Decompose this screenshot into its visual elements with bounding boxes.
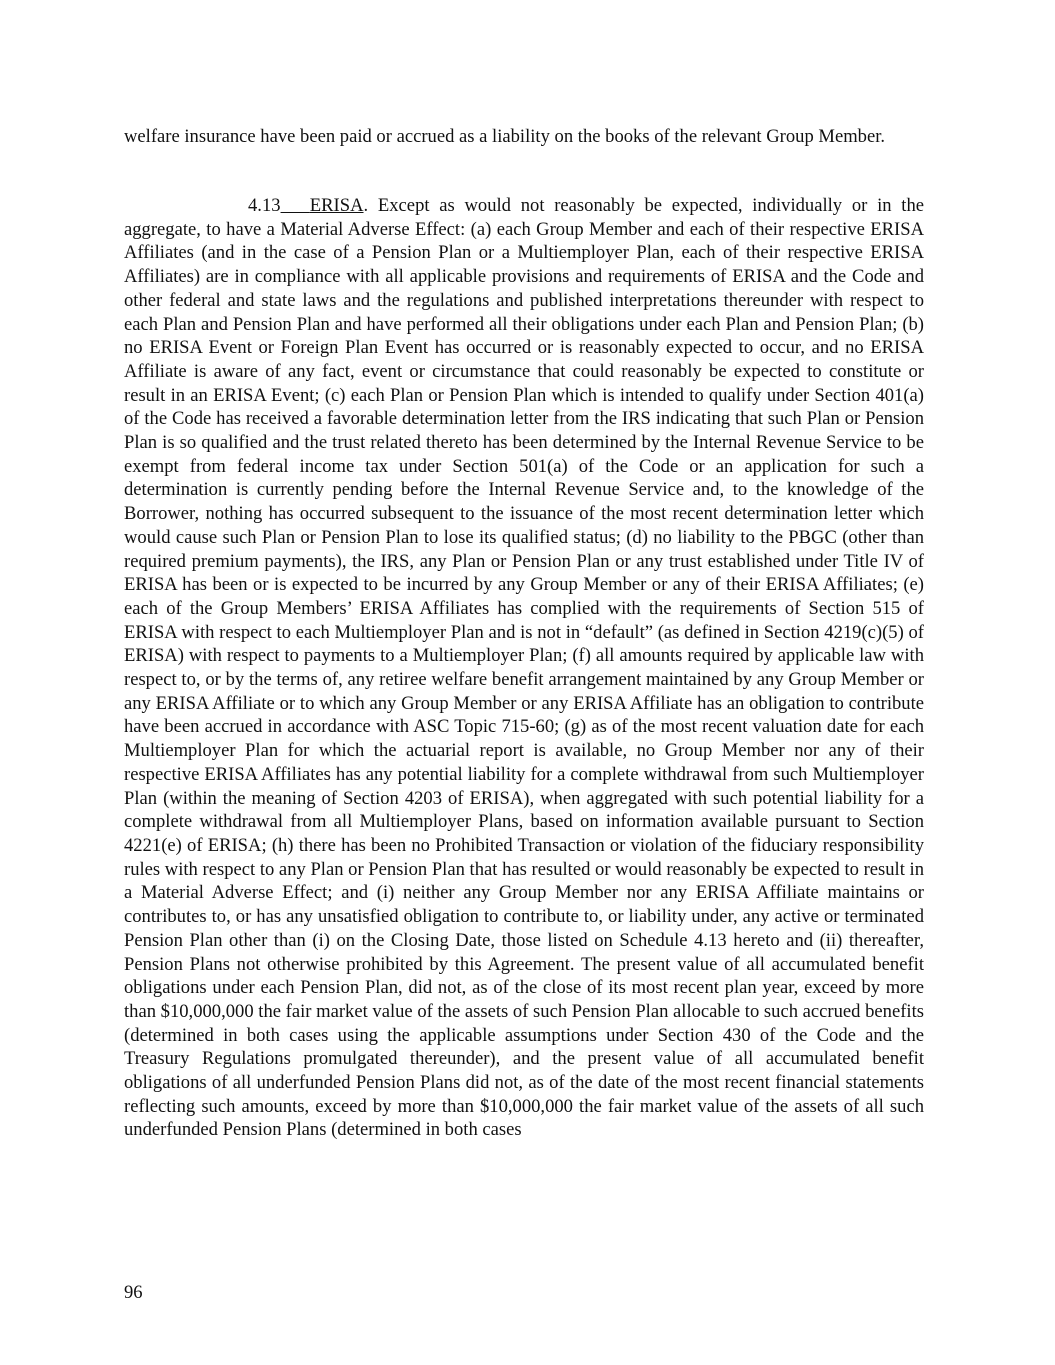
section-title-text: ERISA [309, 195, 364, 216]
section-title [281, 195, 364, 216]
section-number: 4.13 [248, 195, 281, 216]
page-number: 96 [124, 1282, 143, 1303]
section-paragraph [124, 194, 924, 1142]
intro-paragraph: welfare insurance have been paid or accrued as a liability on the books of the relevant Group Member. [124, 126, 886, 147]
section-body: . Except as would not reasonably be expected, individually or in the aggregate, to have a Material Adverse Effect: (a) each Group Member and each of their respective ERISA Affiliates (and in the case of a Pension Plan or a Multiemployer Plan, each of their respective ERISA Affiliates) are in compliance with all applicable provisions and requirements of ERISA and the Code and other federal and state laws and the regulations and published interpretations thereunder with respect to each Plan and Pension Plan and have performed all their obligations under each Plan and Pension Plan; (b) no ERISA Event or Foreign Plan Event has occurred or is reasonably expected to occur, and no ERISA Affiliate is aware of any fact, event or circumstance that could reasonably be expected to constitute or result in an ERISA Event; (c) each Plan or Pension Plan which is intended to qualify under Section 401(a) of the Code has received a favorable determination letter from the IRS indicating that such Plan or Pension Plan is so qualified and the trust related thereto has been determined by the Internal Revenue Service to be exempt from federal income tax under Section 501(a) of the Code or an application for such a determination is currently pending before the Internal Revenue Service and, to the knowledge of the Borrower, nothing has occurred subsequent to the issuance of the most recent determination letter which would cause such Plan or Pension Plan to lose its qualified status; (d) no liability to the PBGC (other than required premium payments), the IRS, any Plan or Pension Plan or any trust established under Title IV of ERISA has been or is expected to be incurred by any Group Member or any of their ERISA Affiliates; (e) each of the Group Members’ ERISA Affiliates has complied with the requirements of Section 515 of ERISA with respect to each Multiemployer Plan and is not in “default” (as defined in Section 4219(c)(5) of ERISA) with respect to payments to a Multiemployer Plan; (f) all amounts required by applicable law with respect to, or by the terms of, any retiree welfare benefit arrangement maintained by any Group Member or any ERISA Affiliate or to which any Group Member or any ERISA Affiliate has an obligation to contribute have been accrued in accordance with ASC Topic 715-60; (g) as of the most recent valuation date for each Multiemployer Plan for which the actuarial report is available, no Group Member nor any of their respective ERISA Affiliates has any potential liability for a complete withdrawal from such Multiemployer Plan (within the meaning of Section 4203 of ERISA), when aggregated with such potential liability for a complete withdrawal from all Multiemployer Plans, based on information available pursuant to Section 4221(e) of ERISA; (h) there has been no Prohibited Transaction or violation of the fiduciary responsibility rules with respect to any Plan or Pension Plan that has resulted or would reasonably be expected to result in a Material Adverse Effect; and (i) neither any Group Member nor any ERISA Affiliate maintains or contributes to, or has any unsatisfied obligation to contribute to, or liability under, any active or terminated Pension Plan other than (i) on the Closing Date, those listed on Schedule 4.13 hereto and (ii) thereafter, Pension Plans not otherwise prohibited by this Agreement. The present value of all accumulated benefit obligations under each Pension Plan, did not, as of the close of its most recent plan year, exceed by more than $10,000,000 the fair market value of the assets of such Pension Plan allocable to such accrued benefits (determined in both cases using the applicable assumptions under Section 430 of the Code and the Treasury Regulations promulgated thereunder), and the present value of all accumulated benefit obligations of all underfunded Pension Plans did not, as of the date of the most recent financial statements reflecting such amounts, exceed by more than $10,000,000 the fair market value of the assets of all such underfunded Pension Plans (determined in both cases [124, 195, 924, 1141]
